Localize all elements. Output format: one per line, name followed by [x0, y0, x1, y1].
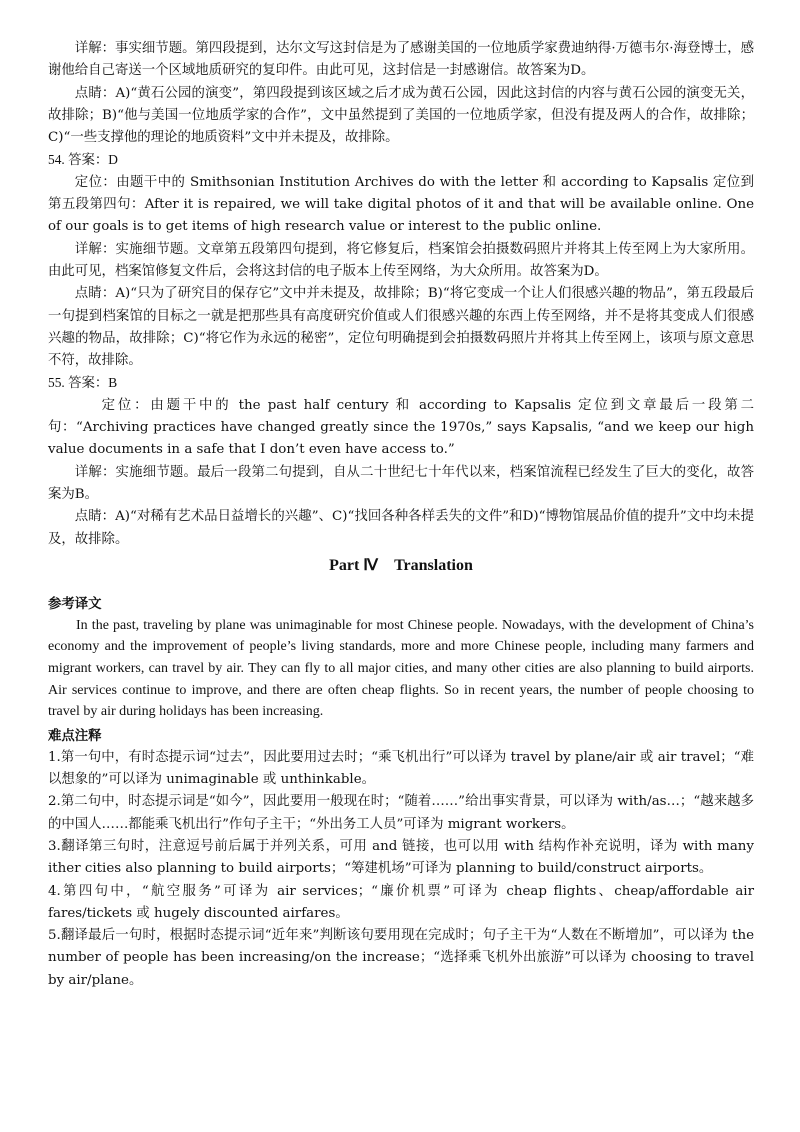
q54-tip: 点睛：A)“只为了研究目的保存它”文中并未提及，故排除；B)“将它变成一个让人们很感兴趣的物品”，第五段最后一句提到档案馆的目标之一就是把那些具有高度研究价值或人们很感兴趣的东西上传至网络，并不是将其变成人们很感兴趣的物品，故排除；C)“将它作为永远的秘密”，定位句明确提到会拍摄数码照片并将其上传至网上，该项与原文意思不符，故排除。 — [48, 286, 754, 369]
q54-locate: 定位：由题干中的 Smithsonian Institution Archives do with the letter 和 according to Kapsalis 定位到第五段第四句：After it is repaired, we will take digital photos of it and that will be available online. One of our goals is to get items of high research value or interest to the public online. — [48, 174, 754, 235]
note-item: 2.第二句中，时态提示词是“如今”，因此要用一般现在时；“随着……”给出事实背景，可以译为 with/as…；“越来越多的中国人……都能乘飞机出行”作句子主干；“外出务工人员”可译为 migrant workers。 — [48, 794, 754, 832]
part-number: Part Ⅳ — [329, 556, 379, 574]
q55-locate: 定位：由题干中的 the past half century 和 according to Kapsalis 定位到文章最后一段第二句：“Archiving practices have changed greatly since the 1970s,” says Kapsalis, “and we keep our high value documents in a safe that I don’t even have access to.” — [48, 397, 754, 458]
notes-heading: 难点注释 — [48, 727, 102, 744]
q53-tip: 点睛：A)“黄石公园的演变”，第四段提到该区域之后才成为黄石公园，因此这封信的内容与黄石公园的演变无关，故排除；B)“他与美国一位地质学家的合作”，文中虽然提到了美国的一位地质学家，但没有提及两人的合作，故排除；C)“一些支撑他的理论的地质资料”文中并未提及，故排除。 — [48, 85, 754, 146]
document-page — [48, 38, 754, 992]
note-item: 3.翻译第三句时，注意逗号前后属于并列关系，可用 and 链接，也可以用 with 结构作补充说明，译为 with many ither cities also planning to build airports；“筹建机场”可译为 planning to build/construct airports。 — [48, 838, 754, 877]
reference-translation: In the past, traveling by plane was unimaginable for most Chinese people. Nowadays, with the development of China’s economy and the improvement of people’s living standards, more and more Chinese people, including many farmers and migrant workers, can travel by air. They can fly to all major cities, and many other cities are also planning to build airports. Air services continue to improve, and there are often cheap flights. So in recent years, the number of people choosing to travel by air during holidays has been increasing. — [48, 617, 754, 720]
q54-answer: 54. 答案：D — [48, 152, 118, 168]
q54-detail: 详解：实施细节题。文章第五段第四句提到，将它修复后，档案馆会拍摄数码照片并将其上传至网上为大家所用。由此可见，档案馆修复文件后，会将这封信的电子版本上传至网络，为大众所用。故答案为D。 — [48, 241, 754, 279]
q55-tip: 点睛：A)“对稀有艺术品日益增长的兴趣”、C)“找回各种各样丢失的文件”和D)“博物馆展品价值的提升”文中均未提及，故排除。 — [48, 509, 754, 547]
note-item: 4.第四句中，“航空服务”可译为 air services；“廉价机票”可译为 cheap flights、cheap/affordable air fares/tickets 或 hugely discounted airfares。 — [48, 883, 754, 921]
reference-heading: 参考译文 — [48, 595, 102, 612]
note-item: 1.第一句中，有时态提示词“过去”，因此要用过去时；“乘飞机出行”可以译为 travel by plane/air 或 air travel；“难以想象的”可以译为 unimaginable 或 unthinkable。 — [48, 749, 754, 788]
note-item: 5.翻译最后一句时，根据时态提示词“近年来”判断该句要用现在完成时；句子主干为“人数在不断增加”，可以译为 the number of people has been increasing/on the increase；“选择乘飞机外出旅游”可以译为 choosing to travel by air/plane。 — [48, 928, 754, 988]
part-name: Translation — [394, 556, 473, 574]
part-iv-title — [48, 555, 754, 577]
q55-answer: 55. 答案：B — [48, 375, 118, 391]
q55-detail: 详解：实施细节题。最后一段第二句提到，自从二十世纪七十年代以来，档案馆流程已经发生了巨大的变化，故答案为B。 — [48, 464, 754, 502]
q53-detail: 详解：事实细节题。第四段提到，达尔文写这封信是为了感谢美国的一位地质学家费迪纳得·万德韦尔·海登博士，感谢他给自己寄送一个区域地质研究的复印件。由此可见，这封信是一封感谢信。故答案为D。 — [48, 41, 754, 79]
